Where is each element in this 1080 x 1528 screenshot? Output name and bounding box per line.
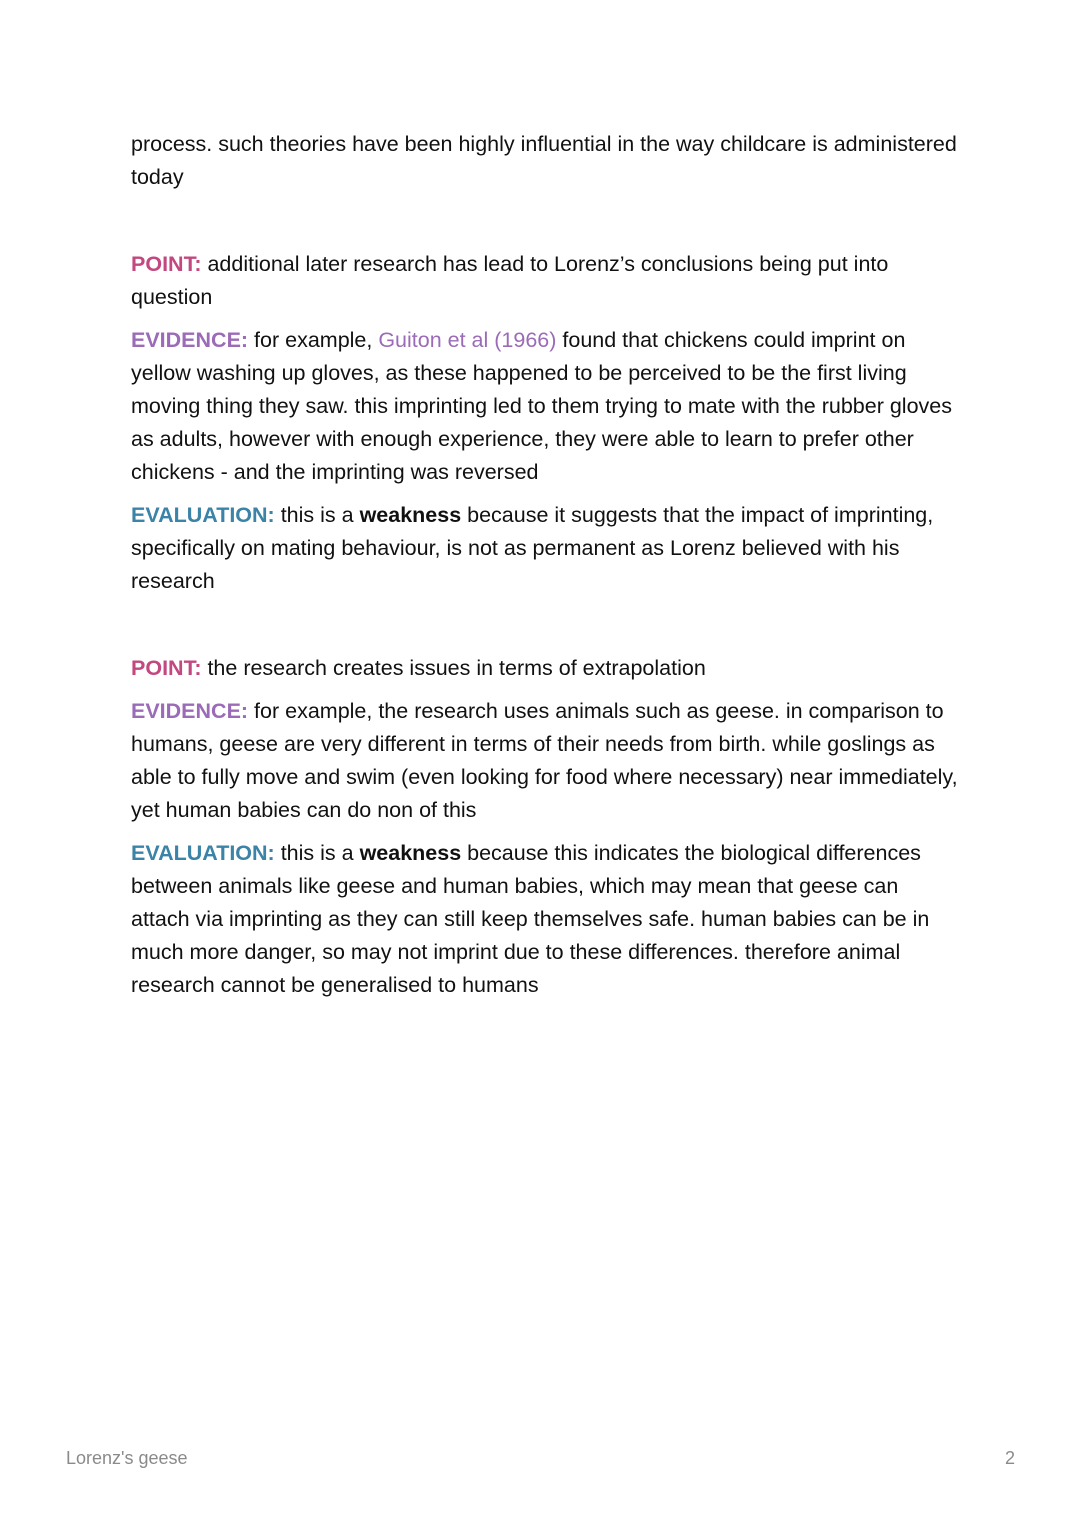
evidence-label: EVIDENCE: <box>131 328 249 352</box>
block2-evidence-paragraph <box>131 695 961 827</box>
block1-citation: Guiton et al (1966) <box>378 328 557 352</box>
footer-title: Lorenz's geese <box>66 1448 188 1468</box>
block2-evidence-text: for example, the research uses animals such as geese. in comparison to humans, geese are very different in terms of their needs from birth. while goslings as able to fully move and swim (even looking for food where necessary) near immediately, yet human babies can do non of this <box>131 699 958 822</box>
page-number: 2 <box>1004 1448 1015 1468</box>
block2-point-text: the research creates issues in terms of extrapolation <box>201 656 706 680</box>
block1-evaluation-paragraph <box>131 499 961 598</box>
block2-point-paragraph <box>131 652 961 685</box>
evidence-label: EVIDENCE: <box>131 699 249 723</box>
block1-evidence-paragraph <box>131 324 961 489</box>
point-label: POINT: <box>131 656 202 680</box>
block1-evidence-pre: for example, <box>248 328 379 352</box>
block1-point-paragraph <box>131 248 961 314</box>
block1-point-text: additional later research has lead to Lorenz’s conclusions being put into question <box>131 252 889 309</box>
block1-evidence-post: found that chickens could imprint on yellow washing up gloves, as these happened to be perceived to be the first living moving thing they saw. this imprinting led to them trying to mate with the rubber gloves as adults, however with enough experience, they were able to learn to prefer other chickens - and the imprinting was reversed <box>131 328 952 484</box>
point-label: POINT: <box>131 252 202 276</box>
block1-evaluation-pre: this is a <box>274 503 360 527</box>
block2-evaluation-paragraph <box>131 837 961 1002</box>
document-body <box>131 128 961 1002</box>
block2-evaluation-post: because this indicates the biological differences between animals like geese and human babies, which may mean that geese can attach via imprinting as they can still keep themselves safe. human babies can be in much more danger, so may not imprint due to these differences. therefore animal research cannot be generalised to humans <box>131 841 930 997</box>
block1-evaluation-post: because it suggests that the impact of imprinting, specifically on mating behaviour, is not as permanent as Lorenz believed with his research <box>131 503 934 593</box>
intro-paragraph: process. such theories have been highly influential in the way childcare is administered today <box>131 132 957 189</box>
block2-evaluation-pre: this is a <box>274 841 360 865</box>
block2-evaluation-bold: weakness <box>359 841 462 865</box>
evaluation-label: EVALUATION: <box>131 841 275 865</box>
block1-evaluation-bold: weakness <box>359 503 462 527</box>
evaluation-label: EVALUATION: <box>131 503 275 527</box>
